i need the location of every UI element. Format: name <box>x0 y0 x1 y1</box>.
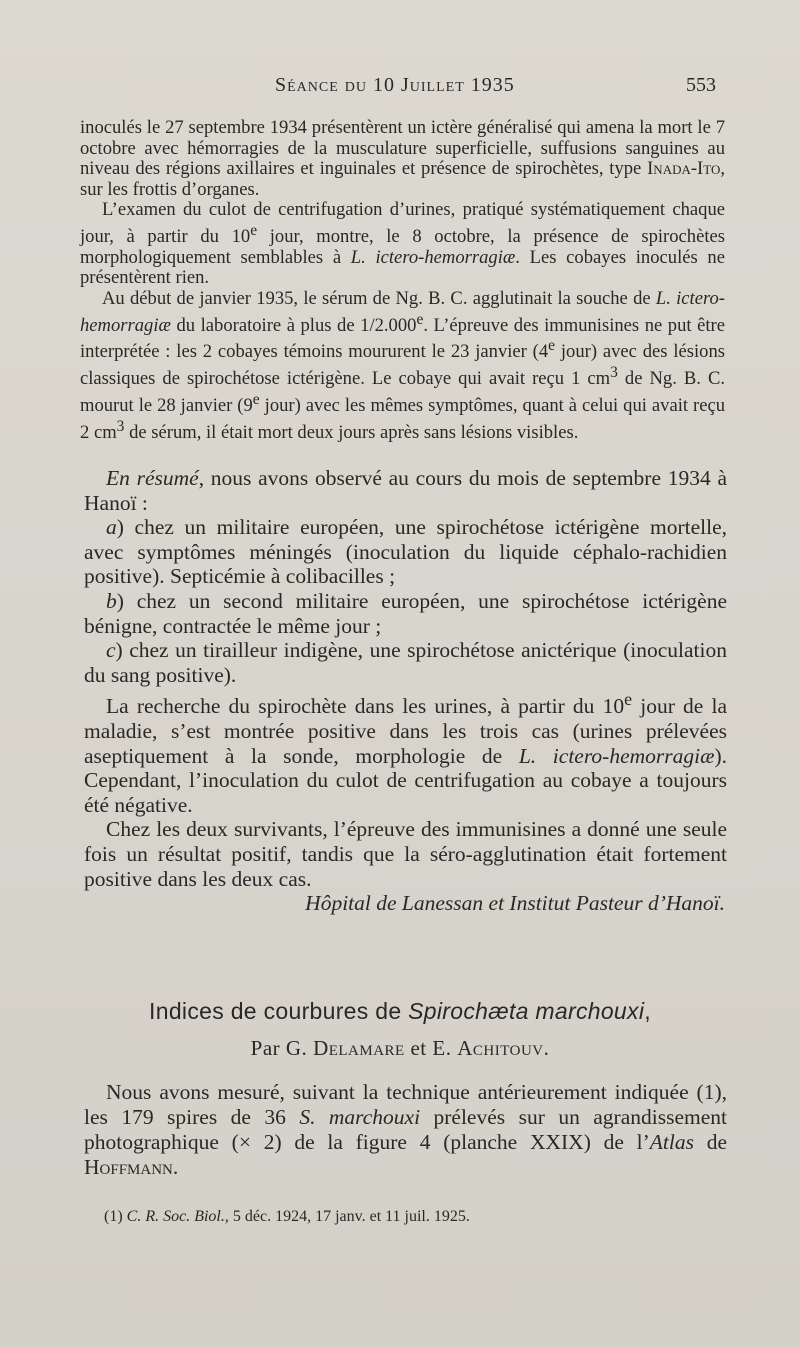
paragraph-serum: Au début de janvier 1935, le sérum de Ng. B. C. agglutinait la souche de L. ictero-hemorragiæ du laboratoire à plus de 1/2.000e. L’épreuve des immunisines ne put être interprétée : les 2 cobayes témoins moururent le 23 janvier (4e jour) avec des lésions classiques de spirochétose ictérigène. Le cobaye qui avait reçu 1 $cm^3$ de Ng. B. C. mourut le 28 janvier (9e jour) avec les mêmes symptômes, quant à celui qui avait reçu 2 $cm^3$ de sérum, il était mort deux jours après sans lésions visibles. <box>80 287 726 443</box>
running-title: Séance du 10 Juillet 1935 <box>275 74 515 96</box>
summary-intro: En résumé, nous avons observé au cours du mois de septembre 1934 à Hanoï : <box>84 466 727 515</box>
article-body <box>84 1080 727 1180</box>
footnote: (1) C. R. Soc. Biol., 5 déc. 1924, 17 janv. et 11 juil. 1925. <box>104 1208 470 1225</box>
summary-item-a: a) chez un militaire européen, une spirochétose ictérigène mortelle, avec symptômes méningés (inoculation du liquide céphalo-rachidien positive). Septicémie à colibacilles ; <box>84 515 727 589</box>
summary-item-b: b) chez un second militaire européen, une spirochétose ictérigène bénigne, contractée le même jour ; <box>84 588 727 638</box>
running-header <box>0 74 800 104</box>
paragraph-urine-exam: L’examen du culot de centrifugation d’urines, pratiqué systématiquement chaque jour, à partir du 10e jour, montre, le 8 octobre, la présence de spirochètes morphologiquement semblables à L. ictero-hemorragiæ. Les cobayes inoculés ne présentèrent rien. <box>80 199 725 289</box>
paragraph-urine-search: La recherche du spirochète dans les urines, à partir du 10e jour de la maladie, s’est montrée positive dans les trois cas (urines prélevées aseptiquement à la sonde, morphologie de L. ictero-hemorragiæ). Cependant, l’inoculation du culot de centrifugation au cobaye a toujours été négative. <box>84 689 728 817</box>
article-authors: Par G. Delamare et E. Achitouv. <box>250 1036 550 1060</box>
article-title: Indices de courbures de Spirochæta marchouxi, <box>149 998 651 1024</box>
paragraph-measurement: Nous avons mesuré, suivant la technique antérieurement indiquée (1), les 179 spires de 36 S. marchouxi prélevés sur un agrandissement photographique (× 2) de la figure 4 (planche XXIX) de l’Atlas de Hoffmann. <box>84 1080 728 1179</box>
case-report-text <box>80 118 725 443</box>
page-number: 553 <box>686 74 716 96</box>
paragraph-inoculation: inoculés le 27 septembre 1934 présentèrent un ictère généralisé qui amena la mort le 7 octobre avec hémorragies de la musculature superficielle, suffusions sanguines au niveau des régions axillaires et inguinales et présence de spirochètes, type Inada-Ito, sur les frottis d’organes. <box>80 117 725 200</box>
paragraph-survivors: Chez les deux survivants, l’épreuve des immunisines a donné une seule fois un résultat positif, tandis que la séro-agglutination était fortement positive dans les deux cas. <box>84 817 727 891</box>
summary-text <box>84 466 727 916</box>
summary-item-c: c) chez un tirailleur indigène, une spirochétose anictérique (inoculation du sang positive). <box>84 638 727 687</box>
institution-signature: Hôpital de Lanessan et Institut Pasteur d’Hanoï. <box>305 891 725 916</box>
